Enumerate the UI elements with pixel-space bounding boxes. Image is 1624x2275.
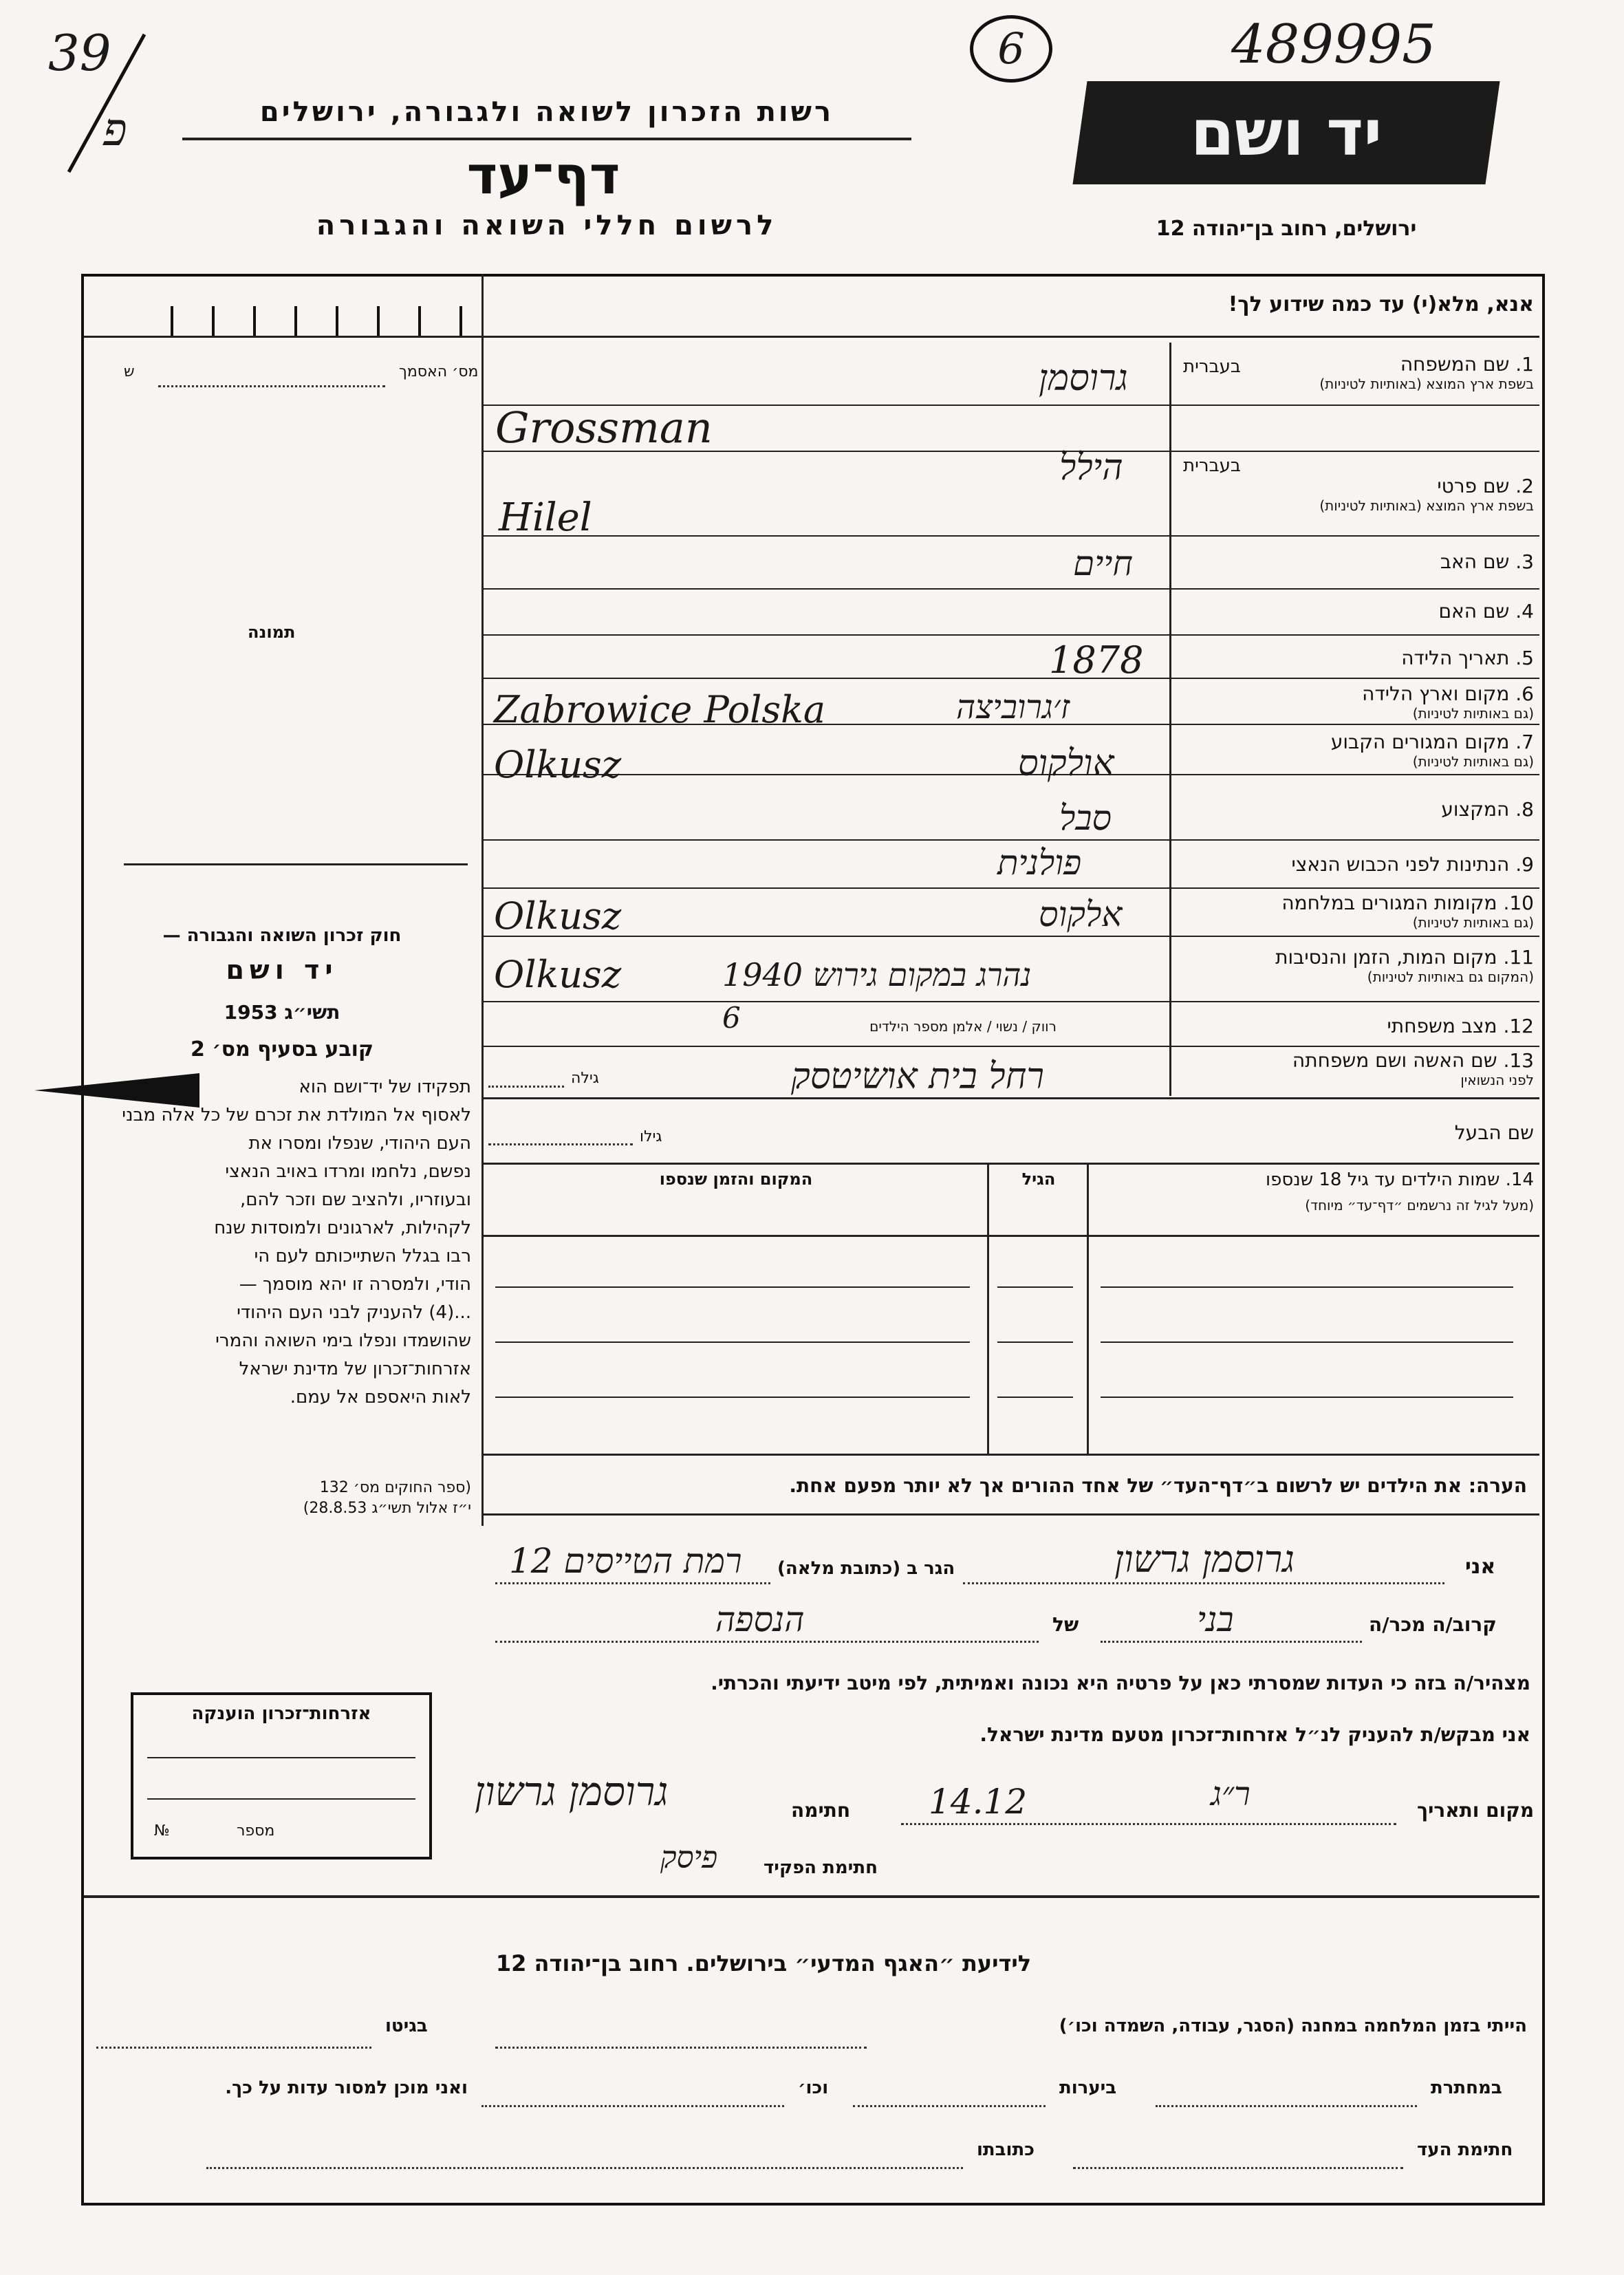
file-number: 489995 <box>1231 14 1436 76</box>
form-title: דף־עד <box>466 144 620 206</box>
field-note: בשפת ארץ המוצא (באותיות לטיניות) <box>1319 497 1534 514</box>
children-col-place: המקום והזמן שנספו <box>659 1169 813 1189</box>
bottom-underground: במחתרת <box>1431 2078 1502 2098</box>
sub-label-hebrew: בעברית <box>1183 455 1241 476</box>
field-note: לפני הנשואין <box>1460 1072 1534 1088</box>
children-label: 14. שמות הילדים עד גיל 18 שנספו <box>1266 1169 1534 1190</box>
declarant-i: אני <box>1465 1555 1496 1579</box>
value-surname-he: גרוסמן <box>1039 358 1128 399</box>
value-death-he: נהרג במקום גירוש 1940 <box>722 956 1032 993</box>
declaration: מצהיר/ה בזה כי העדות שמסרתי כאן על פרטיה היא נכונה ואמיתית, לפי מיטב ידיעתי והכרתי. <box>711 1672 1530 1694</box>
field-label-mother: שם האם <box>1438 600 1510 623</box>
bottom-line1: הייתי בזמן המלחמה במחנה (הסגר, עבודה, השמדה וכו׳) <box>1059 2016 1527 2036</box>
place-date-label: מקום ותאריך <box>1417 1799 1535 1822</box>
field-num: 4. <box>1515 600 1534 623</box>
officer-signature: פיסק <box>660 1840 718 1875</box>
field-label-birthdate: תאריך הלידה <box>1401 647 1510 669</box>
instruction: אנא, מלא(י) עד כמה שידוע לך! <box>1228 292 1534 316</box>
field-label-marital: מצב משפחתי <box>1387 1015 1497 1037</box>
law-text-line: שהושמדו ונפלו בימי השואה והמרי <box>215 1330 471 1351</box>
remark: הערה: את הילדים יש לרשום ב״דף־העד״ של אחד ההורים אך לא יותר מפעם אחת. <box>789 1474 1527 1497</box>
field-label-firstname: שם פרטי <box>1437 475 1510 497</box>
law-year: תשי״ג 1953 <box>224 1001 340 1024</box>
officer-label: חתימת הפקיד <box>764 1857 878 1878</box>
bottom-address: כתובתו <box>977 2139 1035 2160</box>
field-label-surname: שם המשפחה <box>1400 353 1510 376</box>
field-num: 3. <box>1515 550 1534 573</box>
bottom-line1-end: בגיטו <box>385 2016 428 2036</box>
declarant-name: גרוסמן גרשון <box>1114 1538 1295 1581</box>
law-text-line: העם היהודי, שנפלו ומסרו את <box>248 1133 471 1154</box>
bottom-title: לידיעת ״האגף המדעי״ בירושלים. רחוב בן־יהודה 12 <box>495 1950 1032 1976</box>
value-firstname-he: הילל <box>1059 447 1123 488</box>
value-wartime-he: אלקוס <box>1039 894 1123 934</box>
citizenship-stamp-box <box>131 1692 432 1859</box>
law-text-line: לאסוף אל המולדת את זכרם של כל אלה מבני <box>122 1105 471 1125</box>
field-note: (גם באותיות לטיניות) <box>1412 705 1534 722</box>
value-profession: סבל <box>1059 798 1112 838</box>
husband-age-label: גילו <box>640 1128 662 1145</box>
request: אני מבקש/ת להעניק לנ״ל אזרחות־זכרון מטעם מדינת ישראל. <box>979 1723 1530 1746</box>
value-wife: רחל בית אושיטסק <box>791 1056 1044 1097</box>
law-text <box>110 1073 471 1412</box>
photo-label: תמונה <box>248 623 296 642</box>
authority-line: רשות הזכרון לשואה ולגבורה, ירושלים <box>259 96 834 128</box>
field-label-death: מקום המות, הזמן והנסיבות <box>1275 946 1497 969</box>
children-col-age: הגיל <box>1021 1169 1056 1189</box>
tick-marks-icon <box>165 303 475 337</box>
of-label: של <box>1052 1613 1079 1636</box>
value-wartime-latin: Olkusz <box>494 894 622 938</box>
law-text-line: אזרחות־זכרון של מדינת ישראל <box>239 1359 471 1379</box>
field-label-wartime-residence: מקומות המגורים במלחמה <box>1281 892 1497 914</box>
value-father: חיים <box>1073 543 1134 583</box>
date-value: 14.12 <box>929 1782 1028 1822</box>
law-text-line: לאות היאספם אל עמם. <box>290 1387 471 1408</box>
field-num: 9. <box>1515 853 1534 876</box>
bottom-line2-end: ואני מוכן למסור עדות על כך. <box>225 2078 468 2098</box>
address-line: ירושלים, רחוב בן־יהודה 12 <box>1156 217 1417 241</box>
value-children-count: 6 <box>722 1001 741 1035</box>
bottom-etc: וכו׳ <box>798 2078 829 2098</box>
stamp-number-label: מספר <box>237 1822 275 1840</box>
field-label-husband: שם הבעל <box>1454 1121 1534 1144</box>
file-no-mark: ש <box>124 363 135 380</box>
relation-value: בני <box>1197 1599 1234 1639</box>
wife-age-label: גילה <box>571 1070 599 1087</box>
field-label-citizenship: הנתינות לפני הכבוש הנאצי <box>1291 853 1510 876</box>
field-num: 11. <box>1503 946 1534 969</box>
field-num: 5. <box>1515 647 1534 669</box>
field-note: (גם באותיות לטיניות) <box>1412 753 1534 770</box>
field-label-wife: שם האשה ושם משפחתה <box>1292 1049 1497 1072</box>
law-text-line: ובעוזריו, ולהציב שם וזכר להם, <box>240 1189 471 1210</box>
sub-label-hebrew: בעברית <box>1183 356 1241 377</box>
value-residence-he: אולקוס <box>1018 743 1114 784</box>
law-text-line: נפשם, נלחמו ומרדו באויב הנאצי <box>225 1161 471 1182</box>
value-birthdate: 1878 <box>1049 638 1144 682</box>
law-text-line: תפקידו של יד־ושם הוא <box>299 1077 471 1097</box>
children-note: (מעל לגיל זה נרשמים ״דף־עד״ מיוחד) <box>1305 1197 1534 1214</box>
field-note: (גם באותיות לטיניות) <box>1412 914 1534 931</box>
field-num: 10. <box>1503 892 1534 914</box>
stamp-no-label: № <box>154 1822 170 1840</box>
field-num: 12. <box>1503 1015 1534 1037</box>
circled-number <box>970 15 1052 83</box>
value-firstname-latin: Hilel <box>499 495 592 540</box>
corner-number: 39 <box>48 24 111 82</box>
value-residence-latin: Olkusz <box>494 743 622 786</box>
field-num: 1. <box>1515 353 1534 376</box>
field-num: 6. <box>1515 682 1534 705</box>
law-text-line: ...(4) להעניק לבני העם היהודי <box>237 1302 471 1323</box>
signature-value: גרוסמן גרשון <box>475 1768 669 1815</box>
field-note: (המקום גם באותיות לטיניות) <box>1367 969 1534 985</box>
field-label-birthplace: מקום וארץ הלידה <box>1362 682 1510 705</box>
corner-letter: פ <box>103 103 127 156</box>
declarant-address: רמת הטייסים 12 <box>509 1541 742 1581</box>
field-label-profession: המקצוע <box>1441 798 1510 821</box>
law-section: קובע בסעיף מס׳ 2 <box>190 1037 374 1061</box>
stamp-title: אזרחות־זכרון הוענקה <box>191 1703 371 1724</box>
place-value: ר״ג <box>1211 1775 1251 1813</box>
field-num: 2. <box>1515 475 1534 497</box>
field-num: 13. <box>1503 1049 1534 1072</box>
law-reference: (ספר החוקים מס׳ 132 <box>319 1479 471 1496</box>
law-text-line: רבו בגלל השתייכותם לעם הי <box>254 1246 471 1266</box>
law-title: חוק זכרון השואה והגבורה — <box>162 925 402 946</box>
value-surname-latin: Grossman <box>495 402 713 453</box>
declarant-resides: הגר ב (כתובת מלאה) <box>777 1558 955 1579</box>
law-text-line: הודי, ולמסרה זו יהא מוסמך — <box>239 1274 471 1295</box>
field-num: 7. <box>1515 731 1534 753</box>
bottom-witness-signature: חתימת העד <box>1417 2139 1513 2160</box>
value-birthplace-latin: Zabrowice Polska <box>494 688 826 731</box>
marital-options: רווק / נשוי / אלמן מספר הילדים <box>869 1018 1057 1035</box>
value-birthplace-he: ז׳גרוביצה <box>956 688 1070 726</box>
field-label-residence: מקום המגורים הקבוע <box>1330 731 1510 753</box>
file-no-label: מס׳ האסמך <box>399 363 479 380</box>
field-num: 8. <box>1515 798 1534 821</box>
law-text-line: לקהילות, לארגונים ולמוסדות שנח <box>214 1218 471 1238</box>
law-reference-date: י״ז אלול תשי״ג 28.8.53) <box>303 1500 471 1517</box>
value-citizenship: פולנית <box>997 843 1082 883</box>
logo-text: יד ושם <box>1190 96 1383 170</box>
signature-label: חתימה <box>791 1799 851 1822</box>
field-label-father: שם האב <box>1440 550 1510 573</box>
law-name: יד ושם <box>226 955 338 985</box>
field-note: בשפת ארץ המוצא (באותיות לטיניות) <box>1319 376 1534 392</box>
form-subtitle: לרשום חללי השואה והגבורה <box>316 210 778 241</box>
circled-number-text: 6 <box>997 23 1025 74</box>
relation-label: קרוב/ה מכר/ה <box>1369 1613 1497 1636</box>
arrow-mark-icon <box>28 1070 206 1111</box>
value-death-latin: Olkusz <box>494 953 622 996</box>
bottom-forests: ביערות <box>1059 2078 1117 2098</box>
of-name: הנספה <box>715 1599 805 1639</box>
